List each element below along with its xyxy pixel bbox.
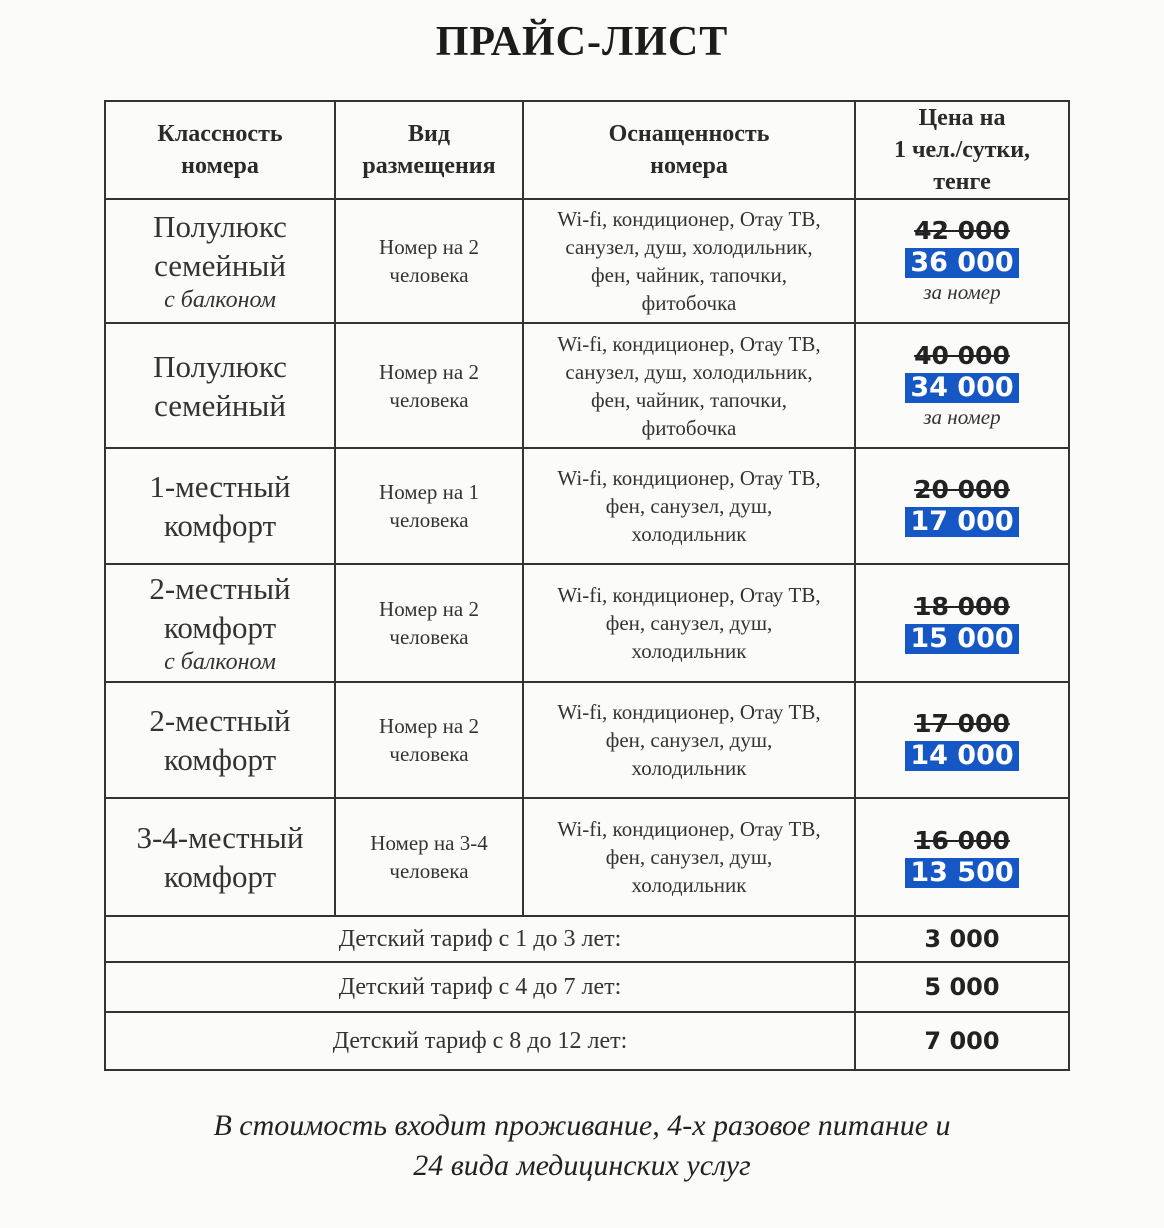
old-price: 40 000	[914, 340, 1010, 370]
child-rate-row	[105, 916, 1069, 962]
child-rate-value: 3 000	[855, 916, 1069, 962]
equipment-cell: Wi-fi, кондиционер, Отау ТВ, фен, санузел, душ, холодильник	[523, 682, 855, 798]
new-price: 13 500	[905, 858, 1018, 888]
class-note: с балконом	[164, 649, 276, 675]
class-note: с балконом	[164, 287, 276, 313]
old-price: 16 000	[914, 826, 1010, 855]
placement-cell: Номер на 2 человека	[335, 564, 523, 682]
room-class-cell: Полулюкс семейный	[105, 323, 335, 448]
placement-cell: Номер на 2 человека	[335, 682, 523, 798]
price-table	[104, 100, 1070, 1071]
new-price: 15 000	[905, 624, 1018, 654]
table-header-row	[105, 101, 1069, 199]
room-class-cell: 2-местный комфорт	[105, 682, 335, 798]
equipment-cell: Wi-fi, кондиционер, Отау ТВ, санузел, душ, холодильник, фен, чайник, тапочки, фитобочка	[523, 323, 855, 448]
room-class-cell: 1-местный комфорт	[105, 448, 335, 564]
child-rate-row	[105, 962, 1069, 1012]
child-rate-value: 7 000	[855, 1012, 1069, 1070]
equipment-cell: Wi-fi, кондиционер, Отау ТВ, фен, санузел, душ, холодильник	[523, 564, 855, 682]
placement-cell: Номер на 1 человека	[335, 448, 523, 564]
footer-note: В стоимость входит проживание, 4-х разовое питание и 24 вида медицинских услуг	[213, 1109, 951, 1182]
price-note: за номер	[923, 280, 1001, 304]
new-price: 34 000	[905, 373, 1018, 403]
table-row	[105, 199, 1069, 323]
child-rate-label: Детский тариф с 8 до 12 лет:	[105, 1012, 855, 1070]
room-class-cell: 3-4-местный комфорт	[105, 798, 335, 916]
equipment-cell: Wi-fi, кондиционер, Отау ТВ, фен, санузел, душ, холодильник	[523, 798, 855, 916]
price-cell	[855, 199, 1069, 323]
placement-cell: Номер на 3-4 человека	[335, 798, 523, 916]
price-cell	[855, 564, 1069, 682]
header-price: Цена на 1 чел./сутки, тенге	[855, 101, 1069, 199]
child-rate-row	[105, 1012, 1069, 1070]
table-row	[105, 448, 1069, 564]
new-price: 17 000	[905, 507, 1018, 537]
price-cell	[855, 682, 1069, 798]
old-price: 42 000	[914, 216, 1010, 245]
new-price: 36 000	[905, 248, 1018, 278]
child-rate-label: Детский тариф с 4 до 7 лет:	[105, 962, 855, 1012]
placement-cell: Номер на 2 человека	[335, 199, 523, 323]
table-row	[105, 798, 1069, 916]
price-cell	[855, 323, 1069, 448]
table-row	[105, 682, 1069, 798]
equipment-cell: Wi-fi, кондиционер, Отау ТВ, санузел, душ, холодильник, фен, чайник, тапочки, фитобочка	[523, 199, 855, 323]
page-title: ПРАЙС-ЛИСТ	[435, 19, 729, 65]
table-row	[105, 323, 1069, 448]
room-class-cell: 2-местный комфорт с балконом	[105, 564, 335, 682]
table-row	[105, 564, 1069, 682]
new-price: 14 000	[905, 741, 1018, 771]
header-equipment: Оснащенность номера	[523, 101, 855, 199]
old-price: 18 000	[914, 592, 1010, 621]
child-rate-label: Детский тариф с 1 до 3 лет:	[105, 916, 855, 962]
child-rate-value: 5 000	[855, 962, 1069, 1012]
placement-cell: Номер на 2 человека	[335, 323, 523, 448]
price-cell	[855, 448, 1069, 564]
header-room-class: Классность номера	[105, 101, 335, 199]
old-price: 17 000	[914, 709, 1010, 738]
room-class-cell: Полулюкс семейный с балконом	[105, 199, 335, 323]
header-placement: Вид размещения	[335, 101, 523, 199]
price-cell	[855, 798, 1069, 916]
old-price: 20 000	[914, 475, 1010, 504]
equipment-cell: Wi-fi, кондиционер, Отау ТВ, фен, санузел, душ, холодильник	[523, 448, 855, 564]
price-note: за номер	[923, 404, 1001, 429]
